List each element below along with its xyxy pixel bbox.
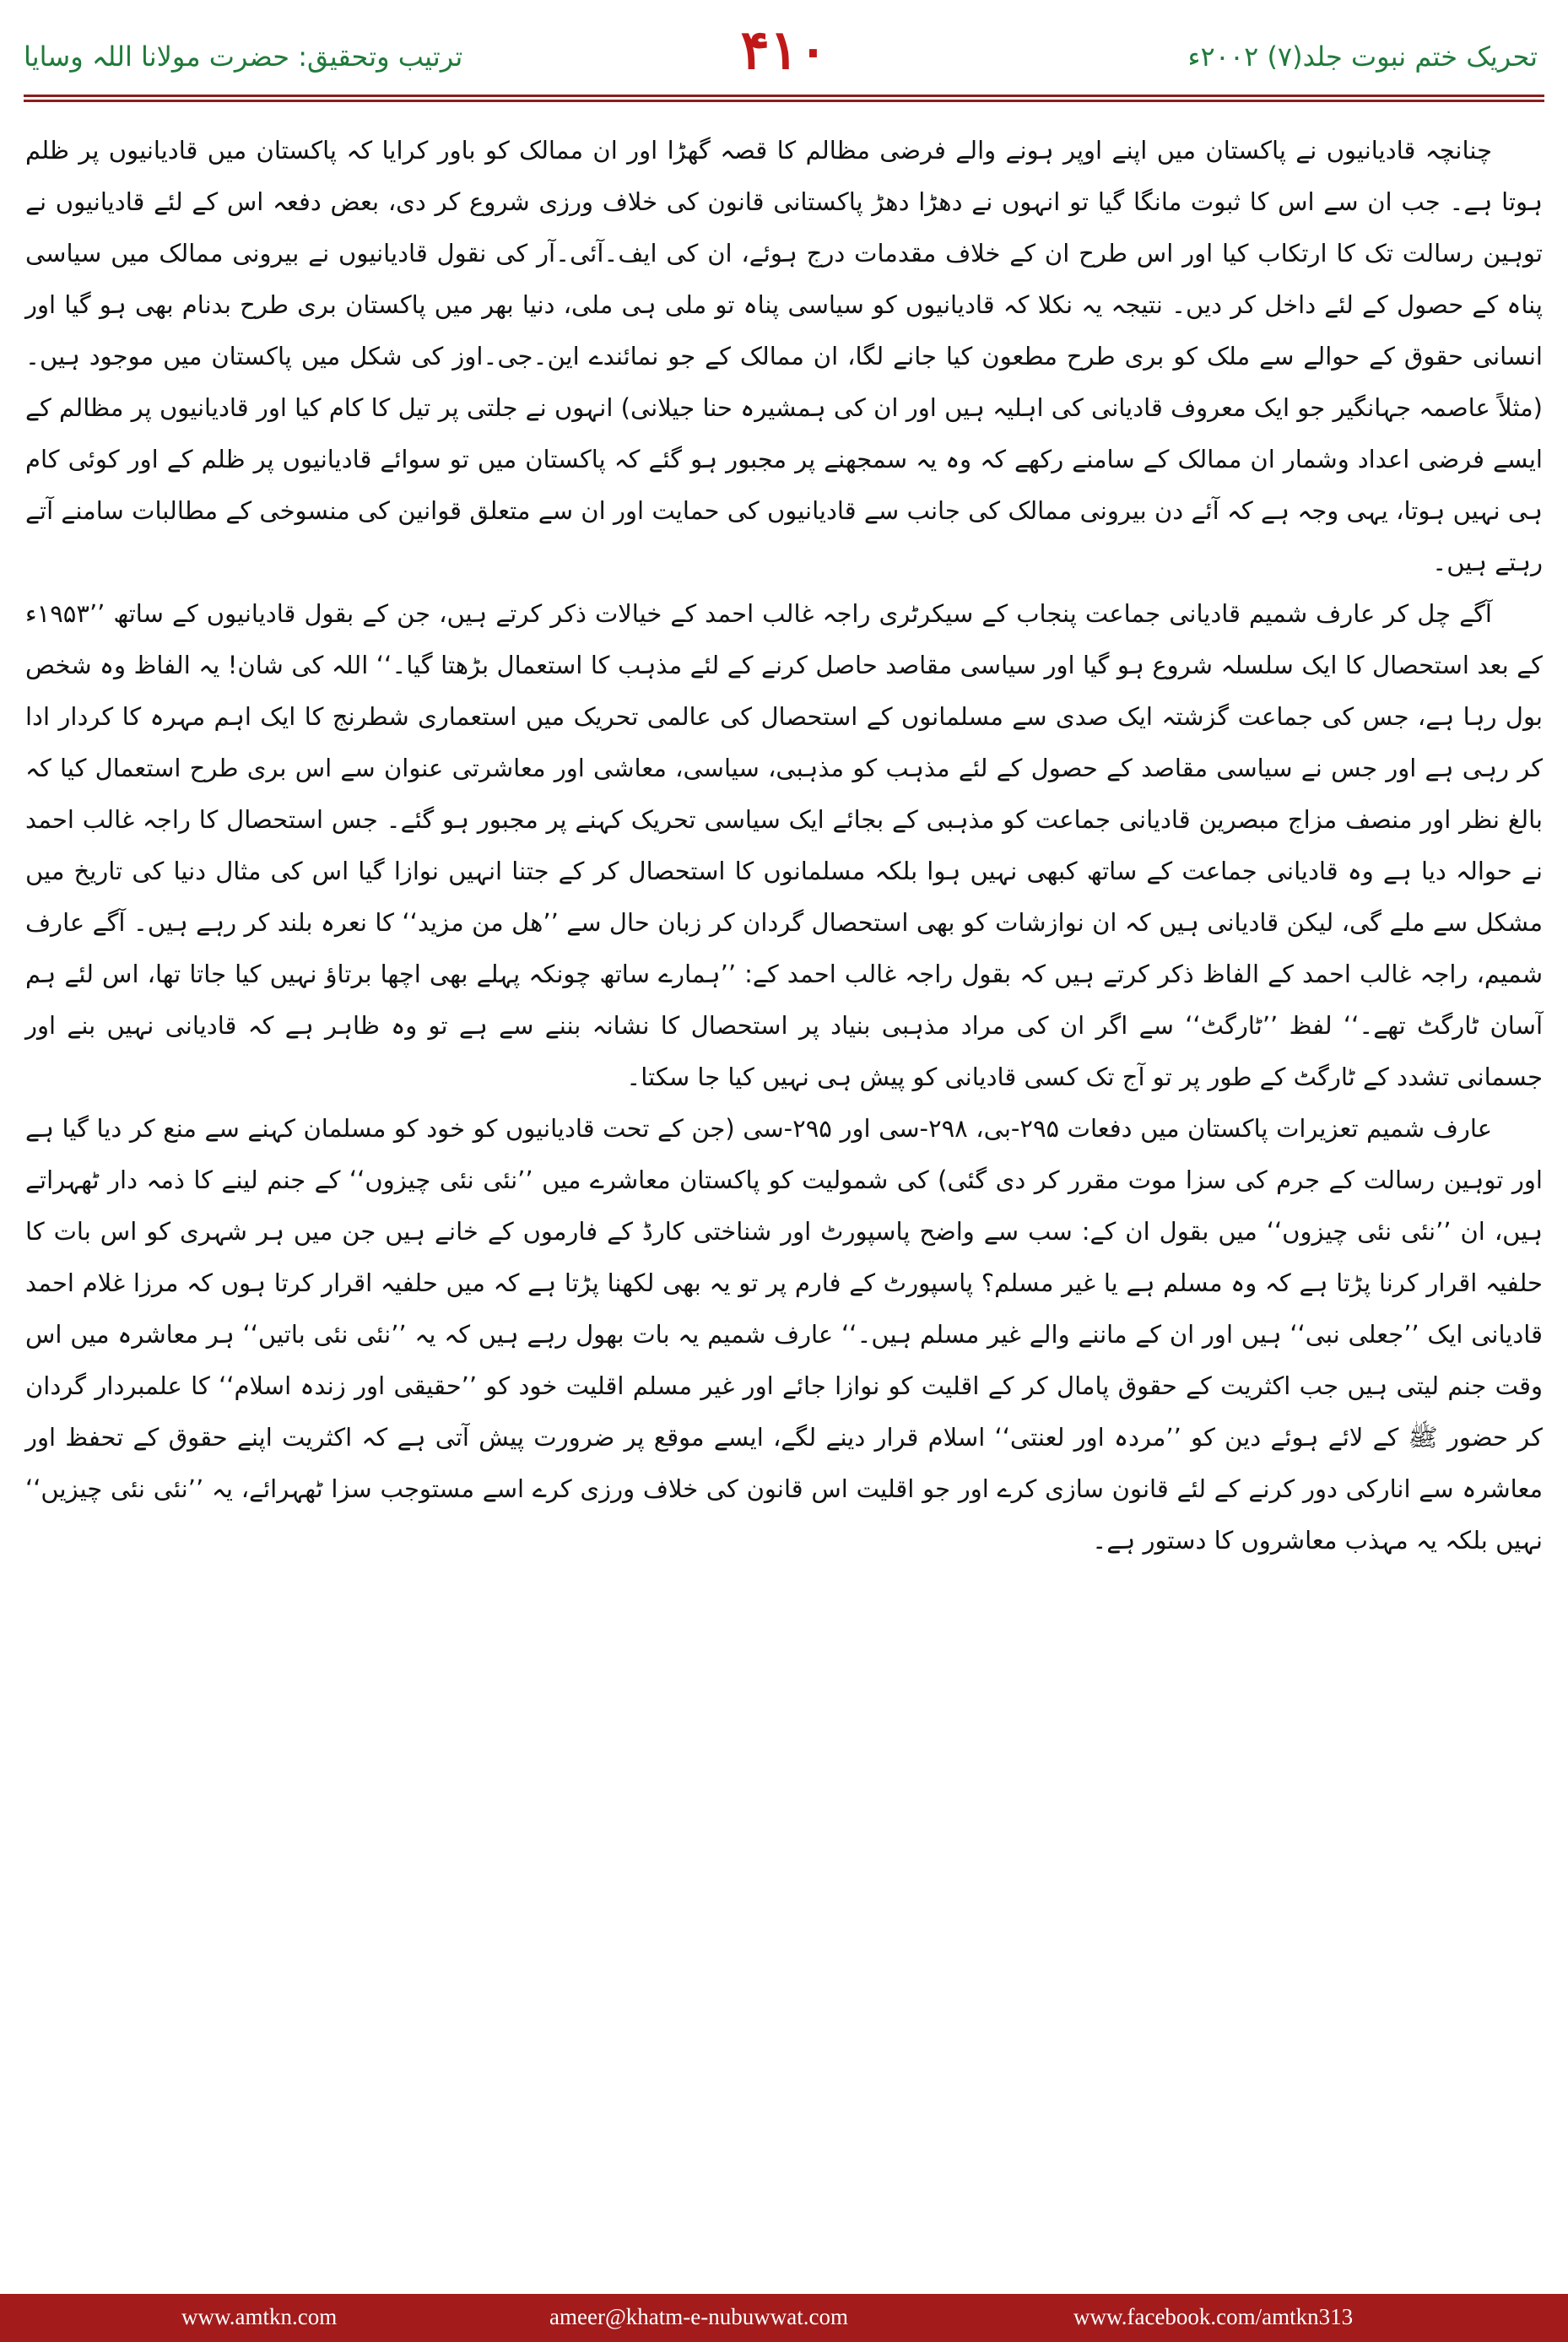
paragraph-1: چنانچہ قادیانیوں نے پاکستان میں اپنے اوپر ہونے والے فرضی مظالم کا قصہ گھڑا اور ان ممالک کو باور کرایا کہ پاکستان میں قادیانیوں پر ظلم ہوتا ہے۔ جب ان سے اس کا ثبوت مانگا گیا تو انہوں نے دھڑا دھڑ پاکستانی قانون کی خلاف ورزی شروع کر دی، بعض دفعہ اس کے لئے قادیانیوں نے توہین رسالت تک کا ارتکاب کیا اور اس طرح ان کے خلاف مقدمات درج ہوئے، ان کی ایف۔آئی۔آر کی نقول قادیانیوں نے بیرونی ممالک میں سیاسی پناہ کے حصول کے لئے داخل کر دیں۔ نتیجہ یہ نکلا کہ قادیانیوں کو سیاسی پناہ تو ملی ہی ملی، دنیا بھر میں پاکستان بری طرح بدنام بھی ہو گیا اور انسانی حقوق کے حوالے سے ملک کو بری طرح مطعون کیا جانے لگا، ان ممالک کے جو نمائندے این۔جی۔اوز کی شکل میں پاکستان میں موجود ہیں۔ (مثلاً عاصمہ جہانگیر جو ایک معروف قادیانی کی اہلیہ ہیں اور ان کی ہمشیرہ حنا جیلانی) انہوں نے جلتی پر تیل کا کام کیا اور قادیانیوں پر مظالم کے ایسے فرضی اعداد وشمار ان ممالک کے سامنے رکھے کہ وہ یہ سمجھنے پر مجبور ہو گئے کہ پاکستان میں تو سوائے قادیانیوں پر ظلم کے اور کوئی کام ہی نہیں ہوتا، یہی وجہ ہے کہ آئے دن بیرونی ممالک کی جانب سے قادیانیوں کی حمایت اور ان سے متعلق قوانین کی منسوخی کے مطالبات سامنے آتے رہتے ہیں۔: [25, 136, 1543, 576]
footer-bar: [0, 2294, 1568, 2342]
author-credit: ترتیب وتحقیق: حضرت مولانا اللہ وسایا: [24, 41, 463, 73]
header-divider-secondary: [24, 100, 1544, 102]
website-link[interactable]: www.amtkn.com: [181, 2304, 338, 2329]
body-text: [25, 125, 1543, 1566]
header-divider: [24, 95, 1544, 97]
book-title: تحریک ختم نبوت جلد(۷) ۲۰۰۲ء: [1187, 41, 1538, 73]
paragraph-3: عارف شمیم تعزیرات پاکستان میں دفعات ۲۹۵-بی، ۲۹۸-سی اور ۲۹۵-سی (جن کے تحت قادیانیوں کو خود کو مسلمان کہنے سے منع کر دیا گیا ہے اور توہین رسالت کے جرم کی سزا موت مقرر کر دی گئی) کی شمولیت کو پاکستان معاشرے میں ’’نئی نئی چیزوں‘‘ کے جنم لینے کا ذمہ دار ٹھہراتے ہیں، ان ’’نئی نئی چیزوں‘‘ میں بقول ان کے: سب سے واضح پاسپورٹ اور شناختی کارڈ کے فارموں کے خانے ہیں جن میں ہر شہری کو اس بات کا حلفیہ اقرار کرنا پڑتا ہے کہ وہ مسلم ہے یا غیر مسلم؟ پاسپورٹ کے فارم پر تو یہ بھی لکھنا پڑتا ہے کہ میں حلفیہ اقرار کرتا ہوں کہ مرزا غلام احمد قادیانی ایک ’’جعلی نبی‘‘ ہیں اور ان کے ماننے والے غیر مسلم ہیں۔‘‘ عارف شمیم یہ بات بھول رہے ہیں کہ یہ ’’نئی نئی باتیں‘‘ ہر معاشرہ میں اس وقت جنم لیتی ہیں جب اکثریت کے حقوق پامال کر کے اقلیت کو نوازا جائے اور غیر مسلم اقلیت خود کو ’’حقیقی اور زندہ اسلام‘‘ کا علمبردار گردان کر حضور ﷺ کے لائے ہوئے دین کو ’’مردہ اور لعنتی‘‘ اسلام قرار دینے لگے، ایسے موقع پر ضرورت پیش آتی ہے کہ اکثریت اپنے حقوق کے تحفظ اور معاشرہ سے انارکی دور کرنے کے لئے قانون سازی کرے اور جو اقلیت اس قانون کی خلاف ورزی کرے اسے مستوجب سزا ٹھہرائے، یہ ’’نئی نئی چیزیں‘‘ نہیں بلکہ یہ مہذب معاشروں کا دستور ہے۔: [25, 1114, 1543, 1555]
page-number: ۴۱۰: [740, 19, 828, 82]
page-header: [0, 0, 1568, 127]
email-link[interactable]: ameer@khatm-e-nubuwwat.com: [549, 2304, 848, 2329]
facebook-link[interactable]: www.facebook.com/amtkn313: [1073, 2304, 1354, 2329]
paragraph-2: آگے چل کر عارف شمیم قادیانی جماعت پنجاب کے سیکرٹری راجہ غالب احمد کے خیالات ذکر کرتے ہیں، جن کے بقول قادیانیوں کے ساتھ ’’۱۹۵۳ء کے بعد استحصال کا ایک سلسلہ شروع ہو گیا اور سیاسی مقاصد حاصل کرنے کے لئے مذہب کا استعمال بڑھتا گیا۔‘‘ اللہ کی شان! یہ الفاظ وہ شخص بول رہا ہے، جس کی جماعت گزشتہ ایک صدی سے مسلمانوں کے استحصال کی عالمی تحریک میں استعماری شطرنج کا ایک اہم مہرہ کا کردار ادا کر رہی ہے اور جس نے سیاسی مقاصد کے حصول کے لئے مذہب کو مذہبی، سیاسی، معاشی اور معاشرتی عنوان سے اس بری طرح استعمال کیا کہ بالغ نظر اور منصف مزاج مبصرین قادیانی جماعت کو مذہبی کے بجائے ایک سیاسی تحریک کہنے پر مجبور ہو گئے۔ جس استحصال کا راجہ غالب احمد نے حوالہ دیا ہے وہ قادیانی جماعت کے ساتھ کبھی نہیں ہوا بلکہ مسلمانوں کا استحصال کر کے جتنا انہیں نوازا گیا اس کی مثال دنیا کی تاریخ میں مشکل سے ملے گی، لیکن قادیانی ہیں کہ ان نوازشات کو بھی استحصال گردان کر زبان حال سے ’’ھل من مزید‘‘ کا نعرہ بلند کر رہے ہیں۔ آگے عارف شمیم، راجہ غالب احمد کے الفاظ ذکر کرتے ہیں کہ بقول راجہ غالب احمد کے: ’’ہمارے ساتھ چونکہ پہلے بھی اچھا برتاؤ نہیں کیا جاتا تھا، اس لئے ہم آسان ٹارگٹ تھے۔‘‘ لفظ ’’ٹارگٹ‘‘ سے اگر ان کی مراد مذہبی بنیاد پر استحصال کا نشانہ بننے سے ہے تو وہ ظاہر ہے کہ قادیانی نہیں بنے اور جسمانی تشدد کے ٹارگٹ کے طور پر تو آج تک کسی قادیانی کو پیش ہی نہیں کیا جا سکتا۔: [25, 599, 1543, 1091]
